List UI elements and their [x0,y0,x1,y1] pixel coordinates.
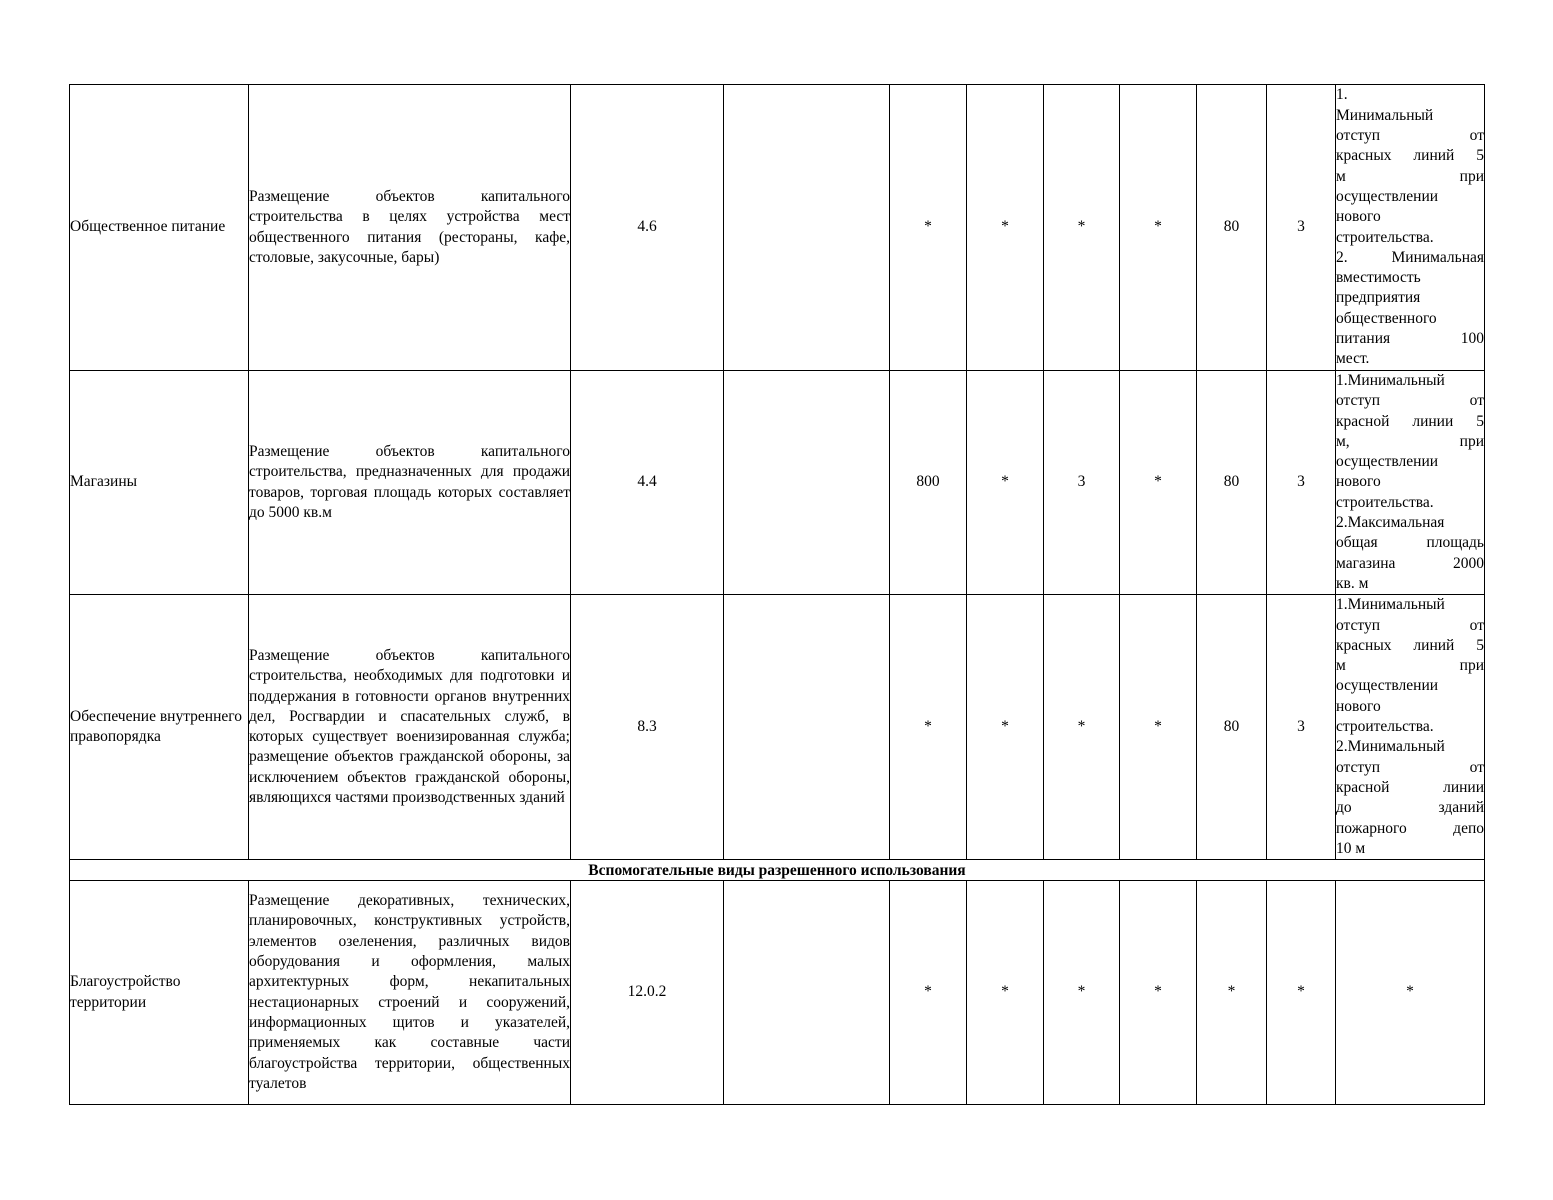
note-line: 2. Минимальная [1336,248,1484,266]
param-cell: * [967,85,1044,371]
table-row [70,85,1485,371]
param-cell: 80 [1197,371,1267,595]
param-cell: 3 [1044,371,1120,595]
note-line: питания 100 [1336,329,1484,347]
permitted-use-table [69,84,1485,1105]
note-line: осуществлении [1336,453,1439,471]
note-line: 1.Минимальный [1336,372,1445,389]
param-cell: 80 [1197,85,1267,371]
note-line: 1. [1336,86,1348,104]
param-cell: * [890,85,967,371]
use-name: Благоустройство территории [70,881,249,1105]
section-header-row [70,860,1485,881]
param-cell: * [1044,85,1120,371]
restrictions-note: * [1336,881,1485,1105]
note-line: 10 м [1336,839,1366,857]
note-line: красной линии [1336,778,1484,796]
note-line: 2.Максимальная [1336,514,1445,532]
note-line: вместимость [1336,269,1421,287]
use-name: Общественное питание [70,85,249,371]
param-cell: 3 [1267,371,1336,595]
note-line: нового [1336,473,1381,491]
note-line: 2.Минимальный [1336,738,1445,756]
param-cell: * [1044,595,1120,860]
param-cell: * [1120,881,1197,1105]
note-line: строительства. [1336,718,1434,736]
empty-cell [724,881,890,1105]
param-cell: * [1044,881,1120,1105]
note-line: м при [1336,657,1484,675]
table-row [70,371,1485,595]
note-line: осуществлении [1336,677,1439,695]
param-cell: * [967,595,1044,860]
table-row [70,881,1485,1105]
note-line: строительства. [1336,228,1434,246]
use-description: Размещение объектов капитального строительства, предназначенных для продажи товаров, торговая площадь которых составляет до 5000 кв.м [249,371,571,595]
note-line: м, при [1336,432,1484,450]
note-line: общественного [1336,309,1437,327]
param-cell: 3 [1267,595,1336,860]
note-line: магазина 2000 [1336,554,1484,572]
use-description: Размещение объектов капитального строительства в целях устройства мест общественного питания (рестораны, кафе, столовые, закусочные, бары) [249,85,571,371]
section-header: Вспомогательные виды разрешенного использования [70,860,1485,881]
note-line: отступ от [1336,616,1484,634]
note-line: осуществлении [1336,187,1439,205]
param-cell: 800 [890,371,967,595]
note-line: 1.Минимальный [1336,596,1445,614]
param-cell: 3 [1267,85,1336,371]
note-line: нового [1336,697,1381,715]
use-description: Размещение декоративных, технических, планировочных, конструктивных устройств, элементов озеленения, различных видов оборудования и оформления, малых архитектурных форм, некапитальных нестационарных строений и сооружений, информационных щитов и указателей, применяемых как составные части благоустройства территории, общественных туалетов [249,881,571,1105]
empty-cell [724,371,890,595]
restrictions-note [1336,85,1485,371]
note-line: пожарного депо [1336,819,1484,837]
note-line: общая площадь [1336,534,1484,552]
note-line: кв. м [1336,574,1369,592]
restrictions-note [1336,371,1485,595]
use-code: 4.4 [571,371,724,595]
note-line: красных линий 5 [1336,636,1484,654]
use-name: Магазины [70,371,249,595]
param-cell: * [1120,371,1197,595]
note-line: нового [1336,208,1381,226]
empty-cell [724,85,890,371]
param-cell: * [1197,881,1267,1105]
empty-cell [724,595,890,860]
note-line: красной линии 5 [1336,412,1484,430]
table-row [70,595,1485,860]
param-cell: 80 [1197,595,1267,860]
param-cell: * [890,595,967,860]
note-line: отступ от [1336,758,1484,776]
param-cell: * [1267,881,1336,1105]
use-code: 4.6 [571,85,724,371]
use-description: Размещение объектов капитального строительства, необходимых для подготовки и поддержания в готовности органов внутренних дел, Росгвардии и спасательных служб, в которых существует военизированная служба; размещение объектов гражданской обороны, за исключением объектов гражданской обороны, являющихся частями производственных зданий [249,595,571,860]
note-line: отступ от [1336,127,1484,145]
use-code: 12.0.2 [571,881,724,1105]
note-line: мест. [1336,350,1370,368]
param-cell: * [1120,595,1197,860]
param-cell: * [967,371,1044,595]
note-line: отступ от [1336,392,1484,410]
note-line: строительства. [1336,493,1434,511]
note-line: предприятия [1336,289,1421,307]
note-line: красных линий 5 [1336,147,1484,165]
param-cell: * [890,881,967,1105]
note-line: до зданий [1336,799,1484,817]
use-code: 8.3 [571,595,724,860]
use-name: Обеспечение внутреннего правопорядка [70,595,249,860]
param-cell: * [1120,85,1197,371]
restrictions-note [1336,595,1485,860]
param-cell: * [967,881,1044,1105]
note-line: м при [1336,167,1484,185]
note-line: Минимальный [1336,106,1434,124]
